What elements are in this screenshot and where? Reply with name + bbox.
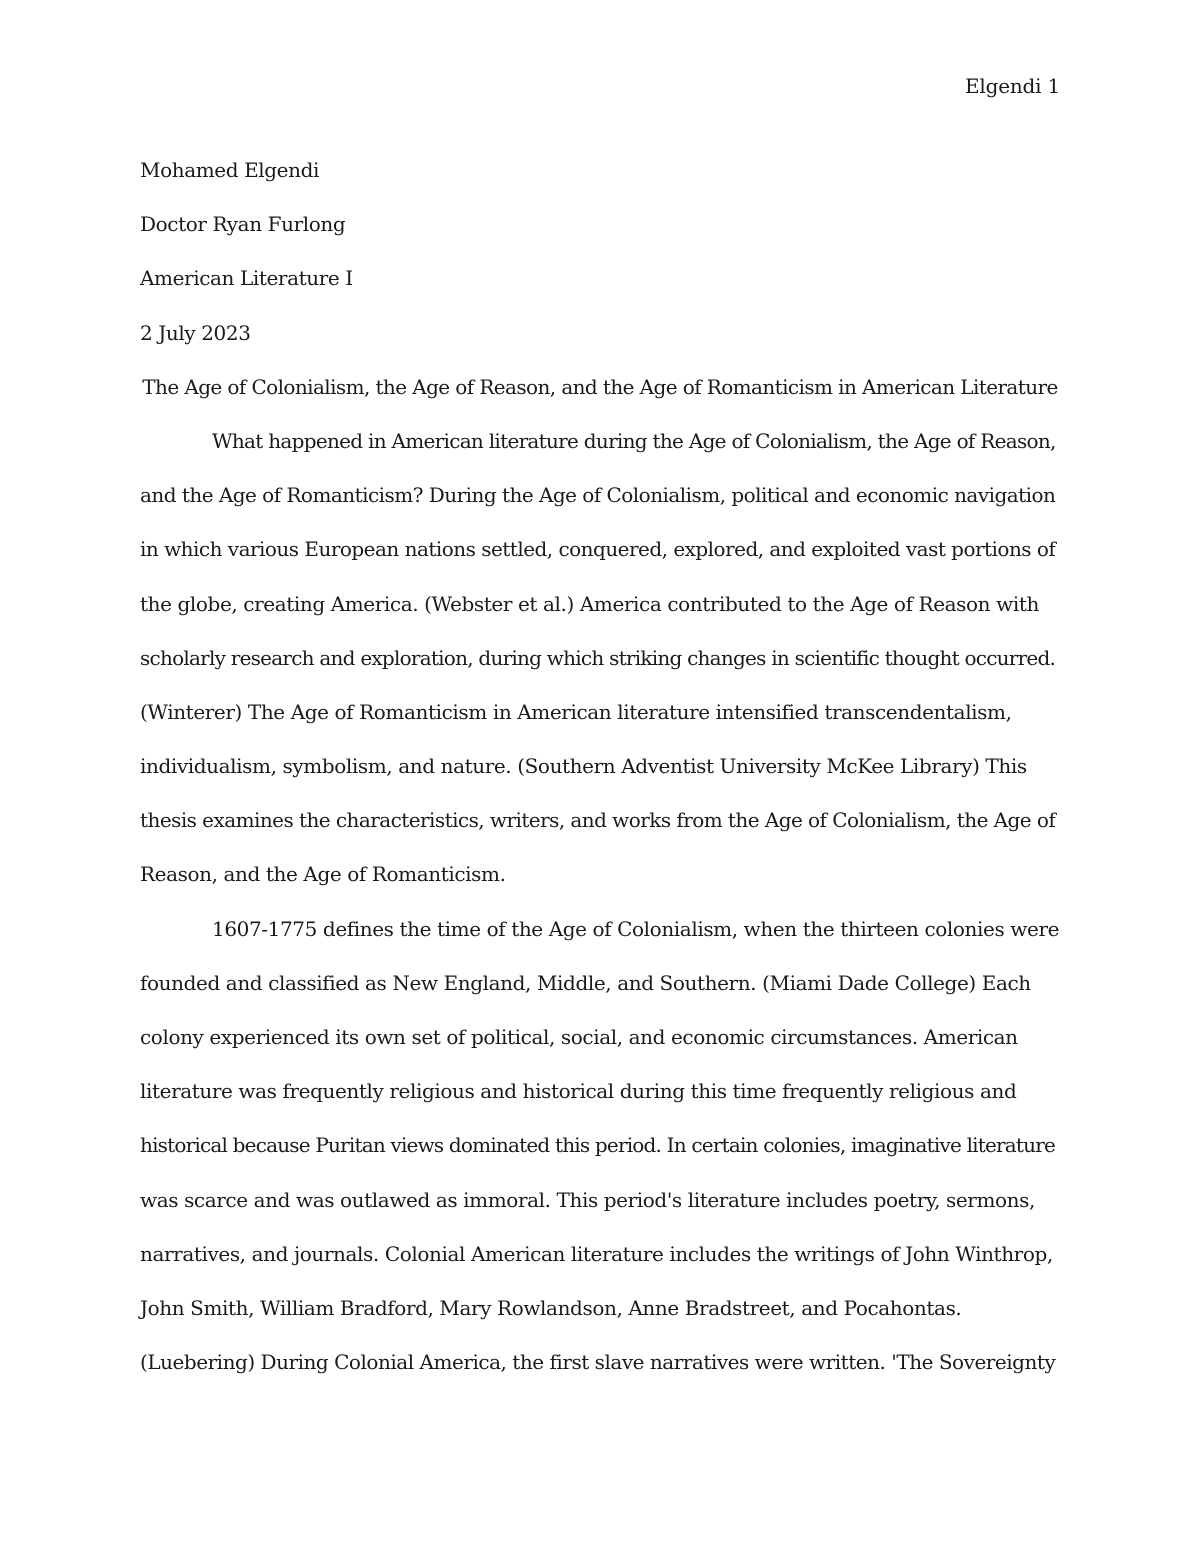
paragraph-line: What happened in American literature during the Age of Colonialism, the Age of Reason, bbox=[212, 428, 1056, 453]
paragraph-line: scholarly research and exploration, during which striking changes in scientific thought occurred. bbox=[140, 645, 1056, 670]
course-name: American Literature I bbox=[140, 266, 353, 291]
page-header: Elgendi 1 bbox=[965, 74, 1060, 98]
instructor-name: Doctor Ryan Furlong bbox=[140, 212, 346, 237]
paragraph-line: 1607-1775 defines the time of the Age of Colonialism, when the thirteen colonies were bbox=[212, 916, 1060, 941]
paragraph-line: (Luebering) During Colonial America, the first slave narratives were written. 'The Sovereignty bbox=[140, 1350, 1056, 1375]
paragraph-line: individualism, symbolism, and nature. (Southern Adventist University McKee Library) This bbox=[140, 754, 1027, 779]
paragraph-line: John Smith, William Bradford, Mary Rowlandson, Anne Bradstreet, and Pocahontas. bbox=[140, 1295, 962, 1320]
document-body bbox=[140, 143, 1060, 1389]
paragraph-line: founded and classified as New England, Middle, and Southern. (Miami Dade College) Each bbox=[140, 970, 1031, 995]
paragraph-line: thesis examines the characteristics, writers, and works from the Age of Colonialism, the Age of bbox=[140, 808, 1056, 833]
paragraph-line: narratives, and journals. Colonial American literature includes the writings of John Winthrop, bbox=[140, 1241, 1053, 1266]
essay-title: The Age of Colonialism, the Age of Reason, and the Age of Romanticism in American Literature bbox=[142, 374, 1058, 399]
paragraph-line: and the Age of Romanticism? During the Age of Colonialism, political and economic navigation bbox=[140, 483, 1056, 508]
paragraph-line: in which various European nations settled, conquered, explored, and exploited vast portions of bbox=[140, 537, 1056, 562]
paragraph-line: Reason, and the Age of Romanticism. bbox=[140, 862, 506, 887]
paragraph-line: historical because Puritan views dominated this period. In certain colonies, imaginative literature bbox=[140, 1133, 1056, 1158]
paragraph-2 bbox=[140, 902, 1060, 1390]
paragraph-line: colony experienced its own set of political, social, and economic circumstances. American bbox=[140, 1025, 1018, 1049]
paragraph-line: literature was frequently religious and historical during this time frequently religious and bbox=[140, 1079, 1017, 1104]
paragraph-1 bbox=[140, 414, 1060, 902]
essay-date: 2 July 2023 bbox=[140, 320, 251, 345]
paragraph-line: (Winterer) The Age of Romanticism in American literature intensified transcendentalism, bbox=[140, 699, 1012, 724]
paragraph-line: was scarce and was outlawed as immoral. This period's literature includes poetry, sermons, bbox=[140, 1187, 1035, 1212]
author-name: Mohamed Elgendi bbox=[140, 158, 320, 182]
paragraph-line: the globe, creating America. (Webster et al.) America contributed to the Age of Reason with bbox=[140, 591, 1039, 616]
